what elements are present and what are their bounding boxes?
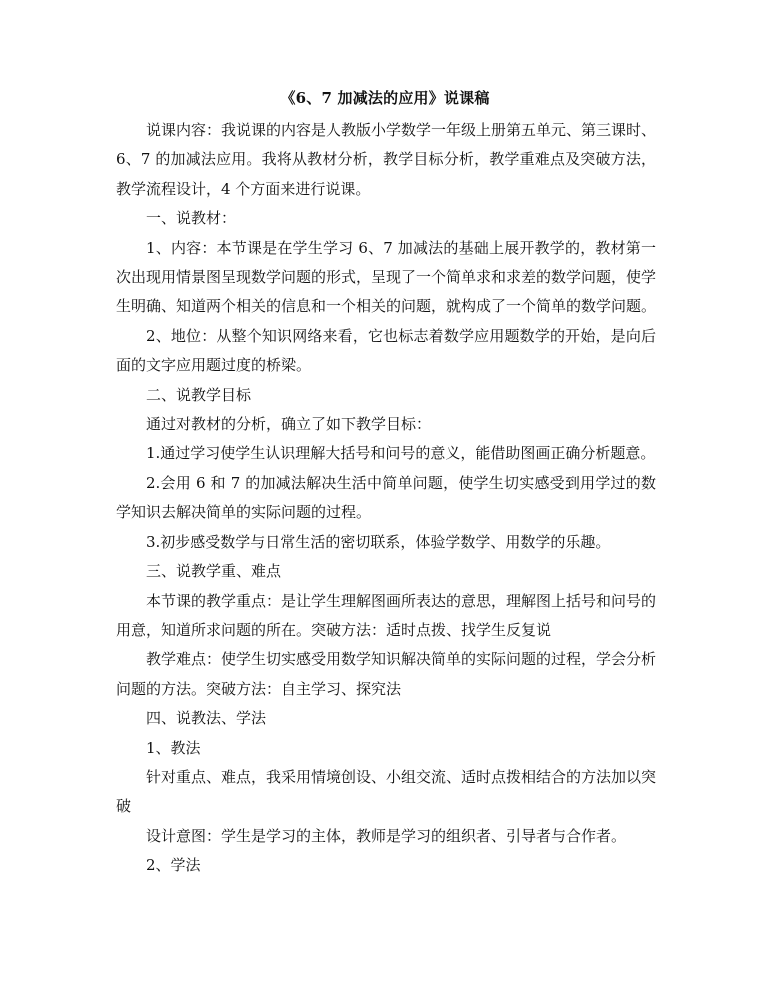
heading-goals: 二、说教学目标 <box>146 385 252 404</box>
subheading-learning-method: 2、学法 <box>146 856 201 875</box>
document-title: 《6、7 加减法的应用》说课稿 <box>280 89 490 107</box>
heading-textbook: 一、说教材： <box>146 209 237 228</box>
paragraph-textbook-status: 2、地位：从整个知识网络来看，它也标志着数学应用题数学的开始，是向后面的文字应用题过度的桥梁。 <box>116 326 656 375</box>
paragraph-key-point: 本节课的教学重点：是让学生理解图画所表达的意思，理解图上括号和问号的用意，知道所求问题的所在。突破方法：适时点拨、找学生反复说 <box>116 591 657 639</box>
document-body <box>116 116 656 881</box>
goal-item-3: 3.初步感受数学与日常生活的密切联系，体验学数学、用数学的乐趣。 <box>146 532 611 551</box>
paragraph-goals-intro: 通过对教材的分析，确立了如下教学目标： <box>146 415 432 434</box>
paragraph-content: 说课内容：我说课的内容是人教版小学数学一年级上册第五单元、第三课时、6、7 的加减法应用。我将从教材分析，教学目标分析，教学重难点及突破方法，教学流程设计，4 个方面来进行说课。 <box>116 121 657 198</box>
paragraph-design-intent: 设计意图：学生是学习的主体，教师是学习的组织者、引导者与合作者。 <box>146 826 627 845</box>
heading-methods: 四、说教法、学法 <box>146 709 267 728</box>
paragraph-teaching-method: 针对重点、难点，我采用情境创设、小组交流、适时点拨相结合的方法加以突破 <box>116 767 657 816</box>
goal-item-2: 2.会用 6 和 7 的加减法解决生活中简单问题，使学生切实感受到用学过的数学知识去解决简单的实际问题的过程。 <box>116 473 656 522</box>
subheading-teaching-method: 1、教法 <box>146 738 201 757</box>
paragraph-difficulty: 教学难点：使学生切实感受用数学知识解决简单的实际问题的过程，学会分析问题的方法。突破方法：自主学习、探究法 <box>116 650 657 698</box>
goal-item-1: 1.通过学习使学生认识理解大括号和问号的意义，能借助图画正确分析题意。 <box>146 444 656 463</box>
heading-key-points: 三、说教学重、难点 <box>146 562 282 581</box>
paragraph-textbook-content: 1、内容：本节课是在学生学习 6、7 加减法的基础上展开教学的，教材第一次出现用情景图呈现数学问题的形式，呈现了一个简单求和求差的数学问题，使学生明确、知道两个相关的信息和一个相关的问题，就构成了一个简单的数学问题。 <box>116 238 657 316</box>
